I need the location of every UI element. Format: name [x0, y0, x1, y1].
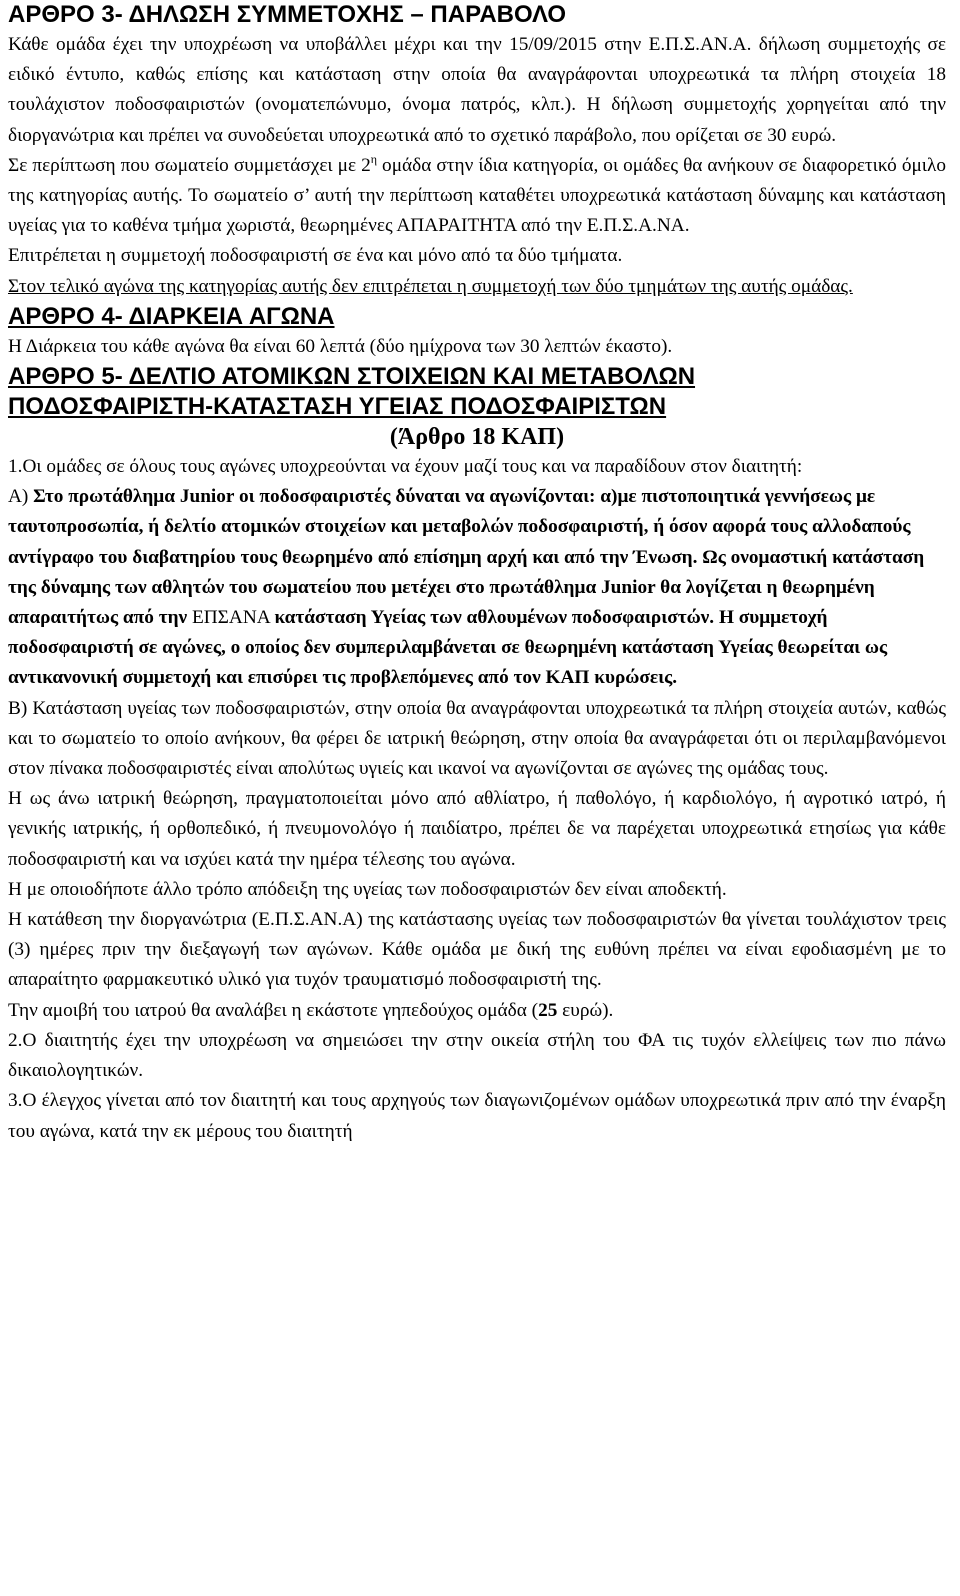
article-5-paragraph-b: Β) Κατάσταση υγείας των ποδοσφαιριστών, στην οποία θα αναγράφονται υποχρεωτικά τα πλήρη στοιχεία αυτών, καθώς και το σωματείο το οποίο ανήκουν, θα φέρει δε ιατρική θεώρηση, στην οποία θα αναγράφεται ότι οι περιλαμβανόμενοι στον πίνακα ποδοσφαιριστές είναι απολύτως υγιείς και ικανοί να αγωνίζονται σε αγώνες της ομάδας τους. — [8, 697, 946, 780]
paragraph-2-text-end: ομάδα στην ίδια κατηγορία, οι ομάδες θα ανήκουν σε διαφορετικό όμιλο της κατηγορίας αυτής. Το σωματείο σ’ αυτή την περίπτωση καταθέτει υποχρεωτικά κατάσταση δύναμης και κατάσταση υγείας για το καθένα τμήμα χωριστά, θεωρημένες ΑΠΑΡΑΙΤΗΤΑ από την Ε.Π.Σ.Α.ΝΑ. — [8, 154, 946, 237]
article-4-paragraph-1: Η Διάρκεια του κάθε αγώνα θα είναι 60 λεπτά (δύο ημίχρονα των 30 λεπτών έκαστο). — [8, 335, 673, 357]
article-4-title: ΑΡΘΡΟ 4- ΔΙΑΡΚΕΙΑ ΑΓΩΝΑ — [8, 302, 335, 330]
article-5-subtitle: (Άρθρο 18 ΚΑΠ) — [389, 424, 565, 451]
article-3-title: ΑΡΘΡΟ 3- ΔΗΛΩΣΗ ΣΥΜΜΕΤΟΧΗΣ – ΠΑΡΑΒΟΛΟ — [8, 1, 567, 28]
article-5-paragraph-2: 2.Ο διαιτητής έχει την υποχρέωση να σημειώσει την στην οικεία στήλη του ΦΑ τις τυχόν ελλείψεις των πιο πάνω δικαιολογητικών. — [8, 1029, 946, 1082]
article-5-paragraph-3: 3.Ο έλεγχος γίνεται από τον διαιτητή και τους αρχηγούς των διαγωνιζομένων ομάδων υποχρεωτικά πριν από την έναρξη του αγώνα, κατά την εκ μέρους του διαιτητή — [8, 1090, 946, 1142]
article-5-paragraph-medical: Η ως άνω ιατρική θεώρηση, πραγματοποιείται μόνο από αθλίατρο, ή παθολόγο, ή καρδιολόγο, ή αγροτικό ιατρό, ή γενικής ιατρικής, ή ορθοπεδικό, ή πνευμονολόγο ή παιδίατρο, πρέπει δε να παρέχεται υποχρεωτικά ετησίως για κάθε ποδοσφαιριστή και να ισχύει κατά την ημέρα τέλεσης του αγώνα. — [8, 788, 946, 870]
fee-text-end: ευρώ). — [557, 999, 614, 1021]
article-3-paragraph-3: Επιτρέπεται η συμμετοχή ποδοσφαιριστή σε ένα και μόνο από τα δύο τμήματα. — [8, 245, 623, 267]
article-5-paragraph-fee — [8, 996, 946, 1026]
paragraph-2-text-start: Σε περίπτωση που σωματείο συμμετάσχει με 2 — [8, 154, 371, 176]
article-3-paragraph-4: Στον τελικό αγώνα της κατηγορίας αυτής δεν επιτρέπεται η συμμετοχή των δύο τμημάτων της αυτής ομάδας. — [8, 275, 853, 297]
article-3-paragraph-1: Κάθε ομάδα έχει την υποχρέωση να υποβάλλει μέχρι και την 15/09/2015 στην Ε.Π.Σ.ΑΝ.Α. δήλωση συμμετοχής σε ειδικό έντυπο, καθώς επίσης και κατάσταση στην οποία θα αναγράφονται υποχρεωτικά τα πλήρη στοιχεία 18 τουλάχιστον ποδοσφαιριστών (ονοματεπώνυμο, όνομα πατρός, κλπ.). Η δήλωση συμμετοχής χορηγείται από την διοργανώτρια και πρέπει να συνοδεύεται υποχρεωτικά από το σχετικό παράβολο, που ορίζεται σε 30 ευρώ. — [8, 34, 946, 146]
paragraph-a-normal: ΕΠΣΑΝΑ — [187, 607, 275, 629]
ordinal-superscript: η — [370, 151, 378, 166]
article-5-title-line-2: ΠΟΔΟΣΦΑΙΡΙΣΤΗ-ΚΑΤΑΣΤΑΣΗ ΥΓΕΙΑΣ ΠΟΔΟΣΦΑΙΡΙΣΤΩΝ — [8, 393, 667, 421]
article-5-paragraph-deposit: Η κατάθεση την διοργανώτρια (Ε.Π.Σ.ΑΝ.Α) της κατάστασης υγείας των ποδοσφαιριστών θα γίνεται τουλάχιστον τρεις (3) ημέρες πριν την διεξαγωγή των αγώνων. Κάθε ομάδα με δική της ευθύνη πρέπει να είναι εφοδιασμένη με το απαραίτητο φαρμακευτικό υλικό για τυχόν τραυματισμό ποδοσφαιριστή της. — [8, 909, 946, 991]
article-5-paragraph-1: 1.Οι ομάδες σε όλους τους αγώνες υποχρεούνται να έχουν μαζί τους και να παραδίδουν στον διαιτητή: — [8, 456, 803, 478]
article-3-paragraph-2 — [8, 151, 946, 242]
paragraph-a-bold-1: Στο πρωτάθλημα Junior οι ποδοσφαιριστές δύναται να αγωνίζονται: α)με πιστοποιητικά γεννήσεως με ταυτοπροσωπία, ή δελτίο ατομικών στοιχείων και μεταβολών ποδοσφαιριστή, ή όσον αφορά τους αλλοδαπούς αντίγραφο του διαβατηρίου τους θεωρημένο από επίσημη αρχή και από την Ένωση. Ως ονομαστική κατάσταση της δύναμης των αθλητών του σωματείου που μετέχει στο πρωτάθλημα Junior θα λογίζεται η θεωρημένη απαραιτήτως από την — [8, 486, 925, 629]
fee-text-start: Την αμοιβή του ιατρού θα αναλάβει η εκάστοτε γηπεδούχος ομάδα ( — [8, 999, 539, 1021]
paragraph-a-bold-2: κατάσταση Υγείας των αθλουμένων ποδοσφαιριστών. Η συμμετοχή ποδοσφαιριστή σε αγώνες, ο οποίος δεν συμπεριλαμβάνεται σε θεωρημένη κατάσταση Υγείας θεωρείται ως αντικανονική συμμετοχή και επισύρει τις προβλεπόμενες από τον ΚΑΠ κυρώσεις. — [8, 607, 888, 689]
article-5-paragraph-a — [8, 482, 946, 693]
article-5-title-line-1: ΑΡΘΡΟ 5- ΔΕΛΤΙΟ ΑΤΟΜΙΚΩΝ ΣΤΟΙΧΕΙΩΝ ΚΑΙ ΜΕΤΑΒΟΛΩΝ — [8, 363, 696, 391]
paragraph-a-prefix: Α) — [8, 486, 34, 508]
article-5-paragraph-other-proof: Η με οποιοδήποτε άλλο τρόπο απόδειξη της υγείας των ποδοσφαιριστών δεν είναι αποδεκτή. — [8, 878, 727, 900]
fee-amount: 25 — [538, 999, 558, 1021]
